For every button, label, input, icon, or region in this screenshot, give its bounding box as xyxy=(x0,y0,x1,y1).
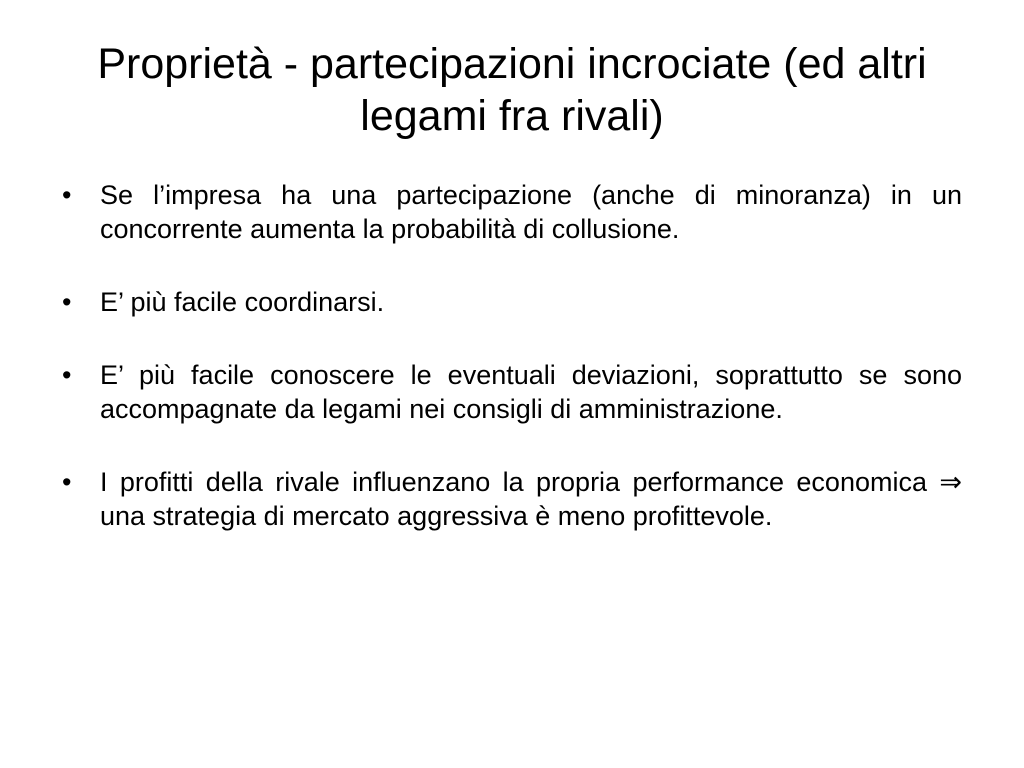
bullet-text: Se l’impresa ha una partecipazione (anche di minoranza) in un concorrente aumenta la probabilità di collusione. xyxy=(100,180,962,244)
bullet-item xyxy=(62,178,962,246)
bullet-text: I profitti della rivale influenzano la propria performance economica ⇒ una strategia di mercato aggressiva è meno profittevole. xyxy=(100,467,962,531)
bullet-item xyxy=(62,465,962,533)
bullet-item xyxy=(62,285,962,319)
bullet-marker: • xyxy=(62,180,72,210)
bullet-marker: • xyxy=(62,360,72,390)
bullet-list xyxy=(62,178,962,572)
bullet-item xyxy=(62,358,962,426)
bullet-marker: • xyxy=(62,467,72,497)
bullet-text: E’ più facile conoscere le eventuali deviazioni, soprattutto se sono accompagnate da legami nei consigli di amministrazione. xyxy=(100,360,962,424)
bullet-text: E’ più facile coordinarsi. xyxy=(100,287,385,317)
slide-title: Proprietà - partecipazioni incrociate (ed altri legami fra rivali) xyxy=(97,40,927,140)
bullet-marker: • xyxy=(62,287,72,317)
